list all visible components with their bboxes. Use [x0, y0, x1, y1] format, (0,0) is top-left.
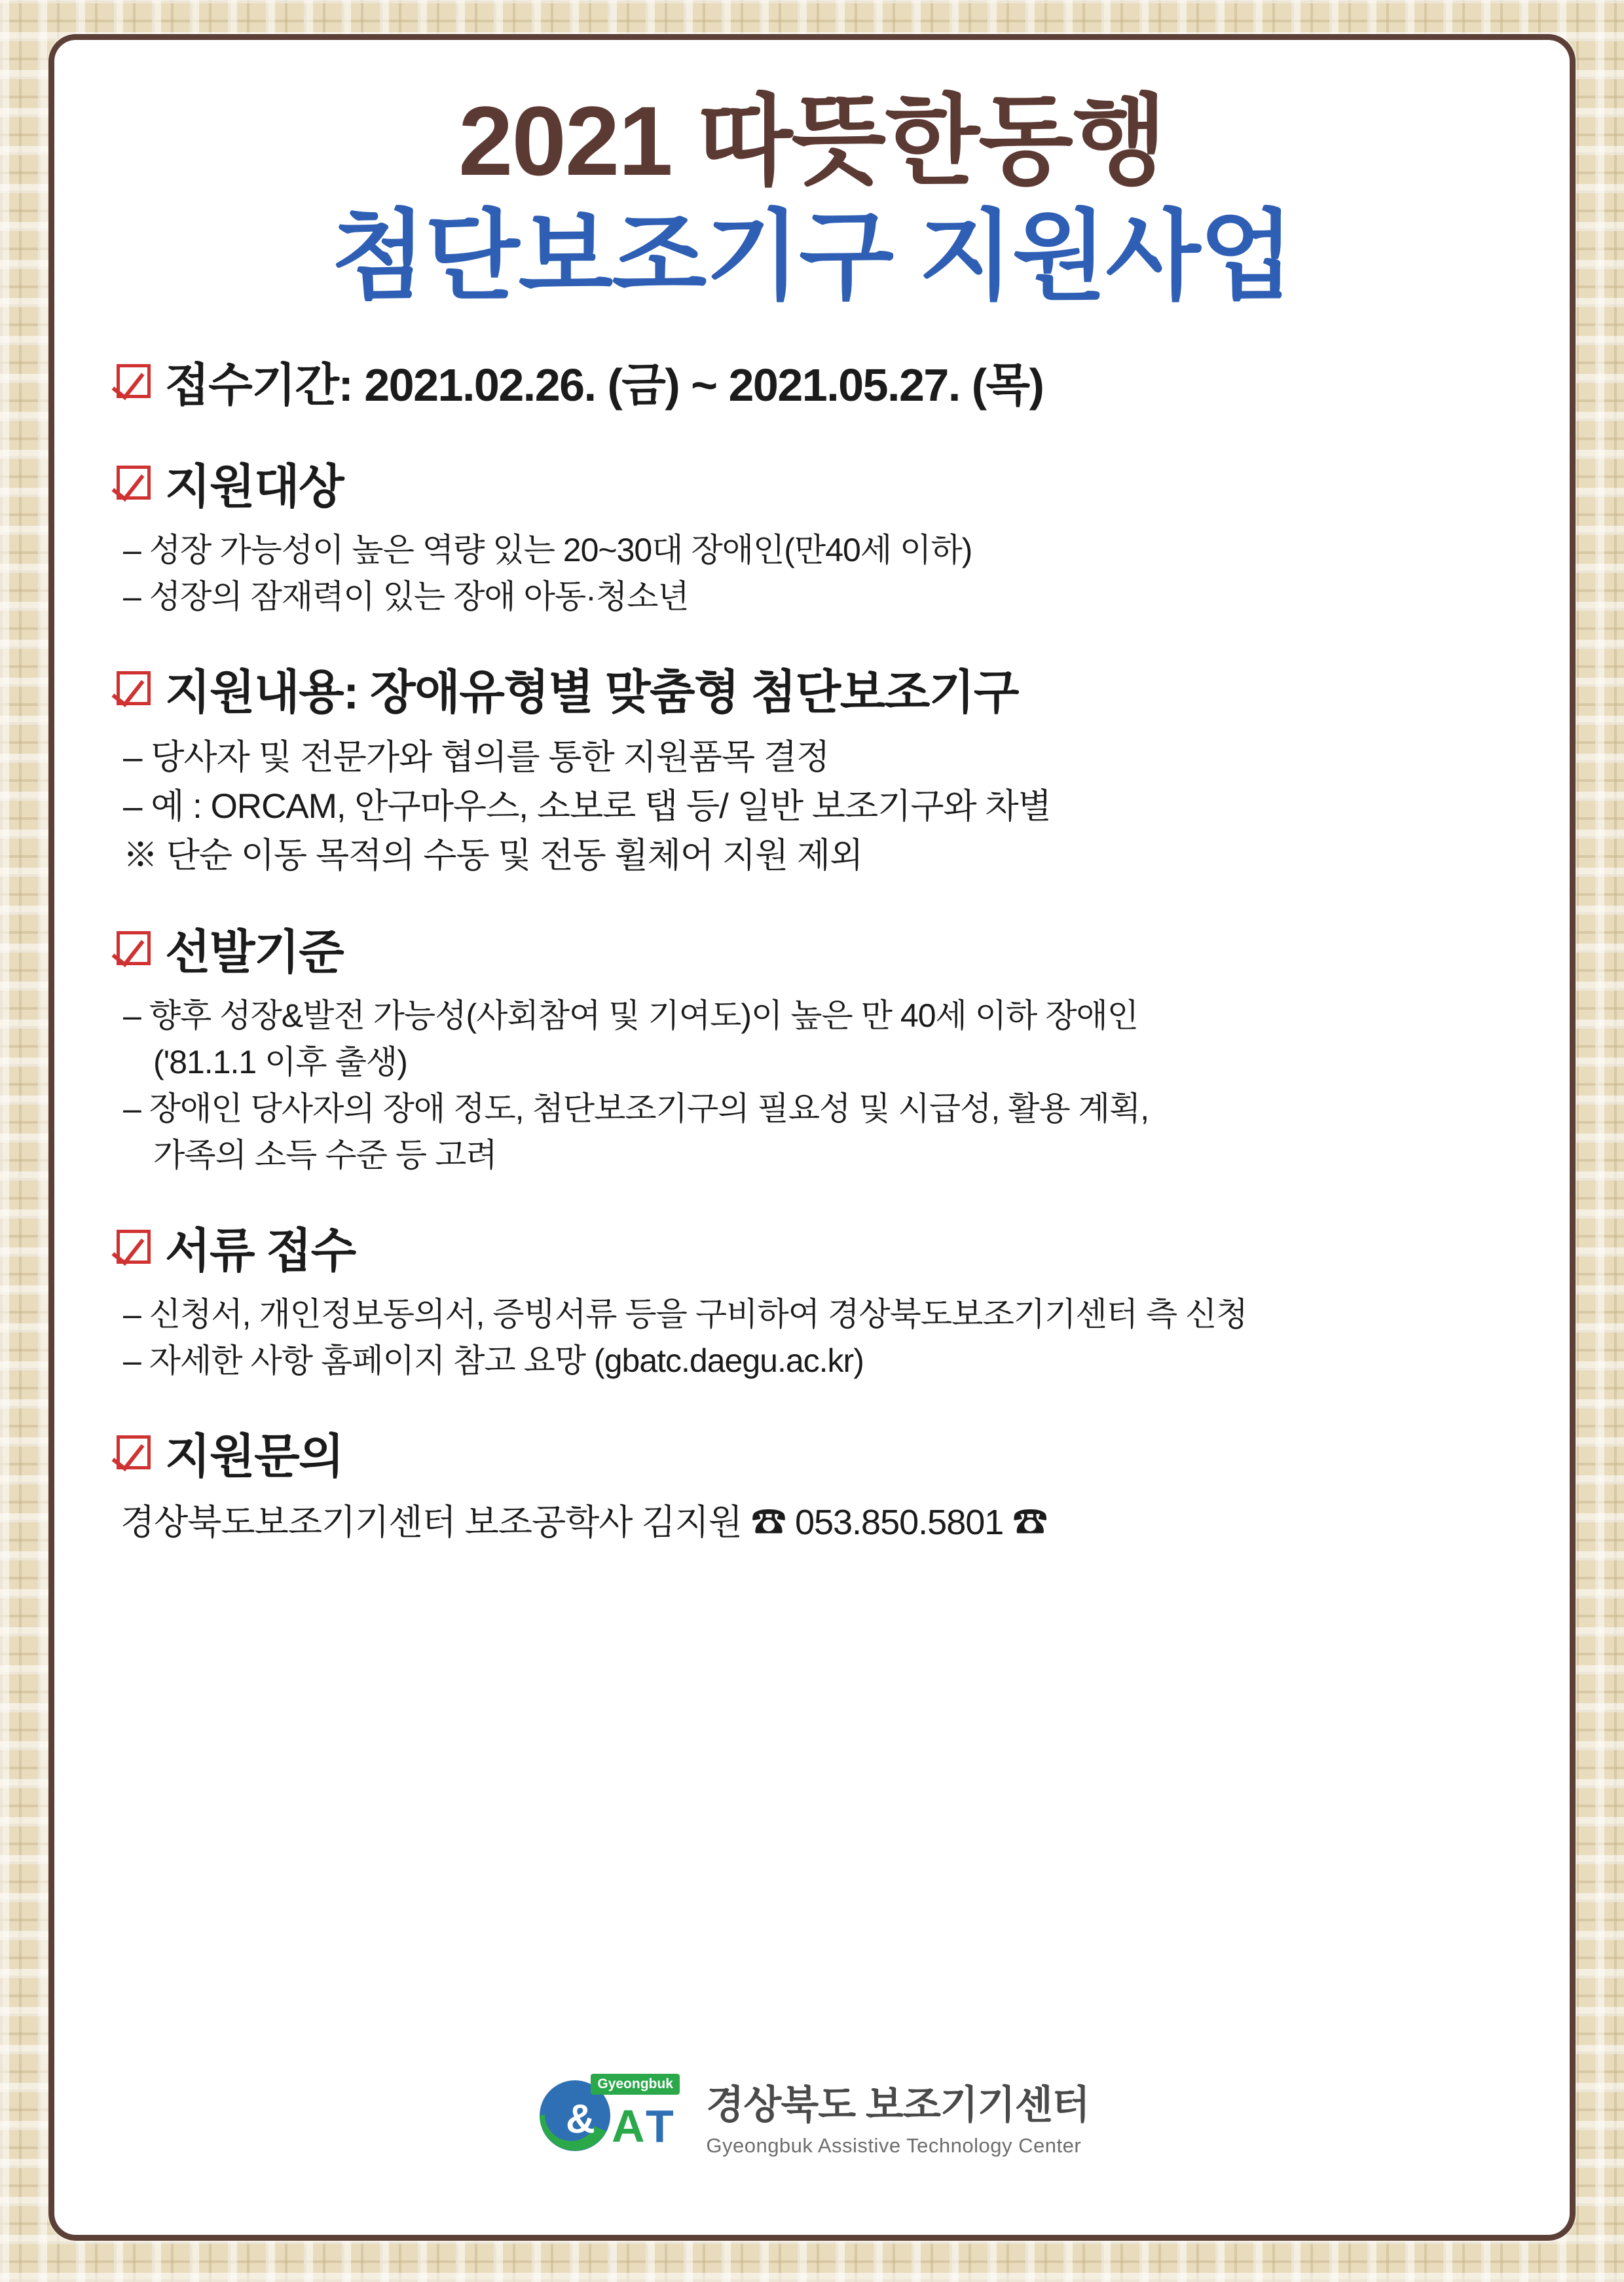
application-period-text: 접수기간: 2021.02.26. (금) ~ 2021.05.27. (목) — [165, 359, 1044, 411]
section-heading: 서류 접수 — [165, 1225, 356, 1278]
section-heading: 지원대상 — [165, 460, 344, 513]
svg-text:A: A — [612, 2101, 645, 2152]
section-heading-row — [117, 654, 1507, 722]
logo-badge: Gyeongbuk — [591, 2074, 680, 2095]
section-selection-criteria — [117, 914, 1507, 1179]
section-heading-row — [117, 1213, 1507, 1281]
inquiry-contact: 경상북도보조기기센터 보조공학사 김지원 ☎ 053.850.5801 ☎ — [120, 1503, 1048, 1543]
logo-text — [706, 2074, 1089, 2158]
poster-title-line2: 첨단보조기구 지원사업 — [331, 201, 1293, 311]
poster-card — [48, 34, 1576, 2241]
body-line: – 신청서, 개인정보동의서, 증빙서류 등을 구비하여 경상북도보조기기센터 측 신청 — [123, 1296, 1247, 1333]
section-body — [123, 527, 1507, 620]
body-line: ※ 단순 이동 목적의 수동 및 전동 휠체어 지원 제외 — [123, 836, 863, 875]
checkbox-icon — [117, 1435, 151, 1469]
section-heading-row — [117, 1418, 1507, 1486]
body-line: 가족의 소득 수준 등 고려 — [153, 1137, 497, 1174]
svg-text:&: & — [566, 2097, 596, 2142]
section-inquiry — [117, 1418, 1507, 1548]
application-period-row — [117, 348, 1507, 414]
section-support-target — [117, 449, 1507, 620]
body-line: – 장애인 당사자의 장애 정도, 첨단보조기구의 필요성 및 시급성, 활용 계획, — [123, 1090, 1149, 1128]
section-support-content — [117, 654, 1507, 881]
poster-content — [54, 40, 1570, 2235]
section-heading-row — [117, 449, 1507, 517]
body-line: – 예 : ORCAM, 안구마우스, 소보로 탭 등/ 일반 보조기구와 차별 — [123, 786, 1051, 826]
body-line: ('81.1.1 이후 출생) — [153, 1044, 407, 1081]
section-heading-row — [117, 914, 1507, 982]
checkbox-icon — [117, 466, 151, 500]
svg-text:T: T — [646, 2101, 674, 2152]
body-line: – 자세한 사항 홈페이지 참고 요망 (gbatc.daegu.ac.kr) — [123, 1342, 864, 1380]
checkbox-icon — [117, 931, 151, 965]
body-line: – 향후 성장&발전 가능성(사회참여 및 기여도)이 높은 만 40세 이하 장애인 — [123, 997, 1139, 1035]
section-document-submission — [117, 1213, 1507, 1384]
body-line: – 성장 가능성이 높은 역량 있는 20~30대 장애인(만40세 이하) — [123, 531, 972, 568]
section-heading: 선발기준 — [165, 927, 344, 980]
section-body — [123, 733, 1507, 881]
body-line: – 당사자 및 전문가와 협의를 통한 지원품목 결정 — [123, 737, 830, 777]
section-body — [123, 993, 1507, 1179]
logo-name-en: Gyeongbuk Assistive Technology Center — [706, 2134, 1082, 2157]
body-line: – 성장의 잠재력이 있는 장애 아동·청소년 — [123, 578, 689, 615]
logo-name-kr: 경상북도 보조기기센터 — [706, 2083, 1090, 2127]
section-heading: 지원문의 — [165, 1431, 344, 1484]
checkbox-icon — [117, 671, 151, 705]
footer-logo — [54, 2074, 1570, 2158]
gbatc-logo-icon — [534, 2076, 692, 2155]
section-heading: 지원내용: 장애유형별 맞춤형 첨단보조기구 — [165, 666, 1018, 719]
checkbox-icon — [117, 1230, 151, 1264]
poster-title-line1: 2021 따뜻한동행 — [458, 86, 1166, 196]
checkbox-icon — [117, 364, 151, 398]
section-body — [123, 1291, 1507, 1384]
